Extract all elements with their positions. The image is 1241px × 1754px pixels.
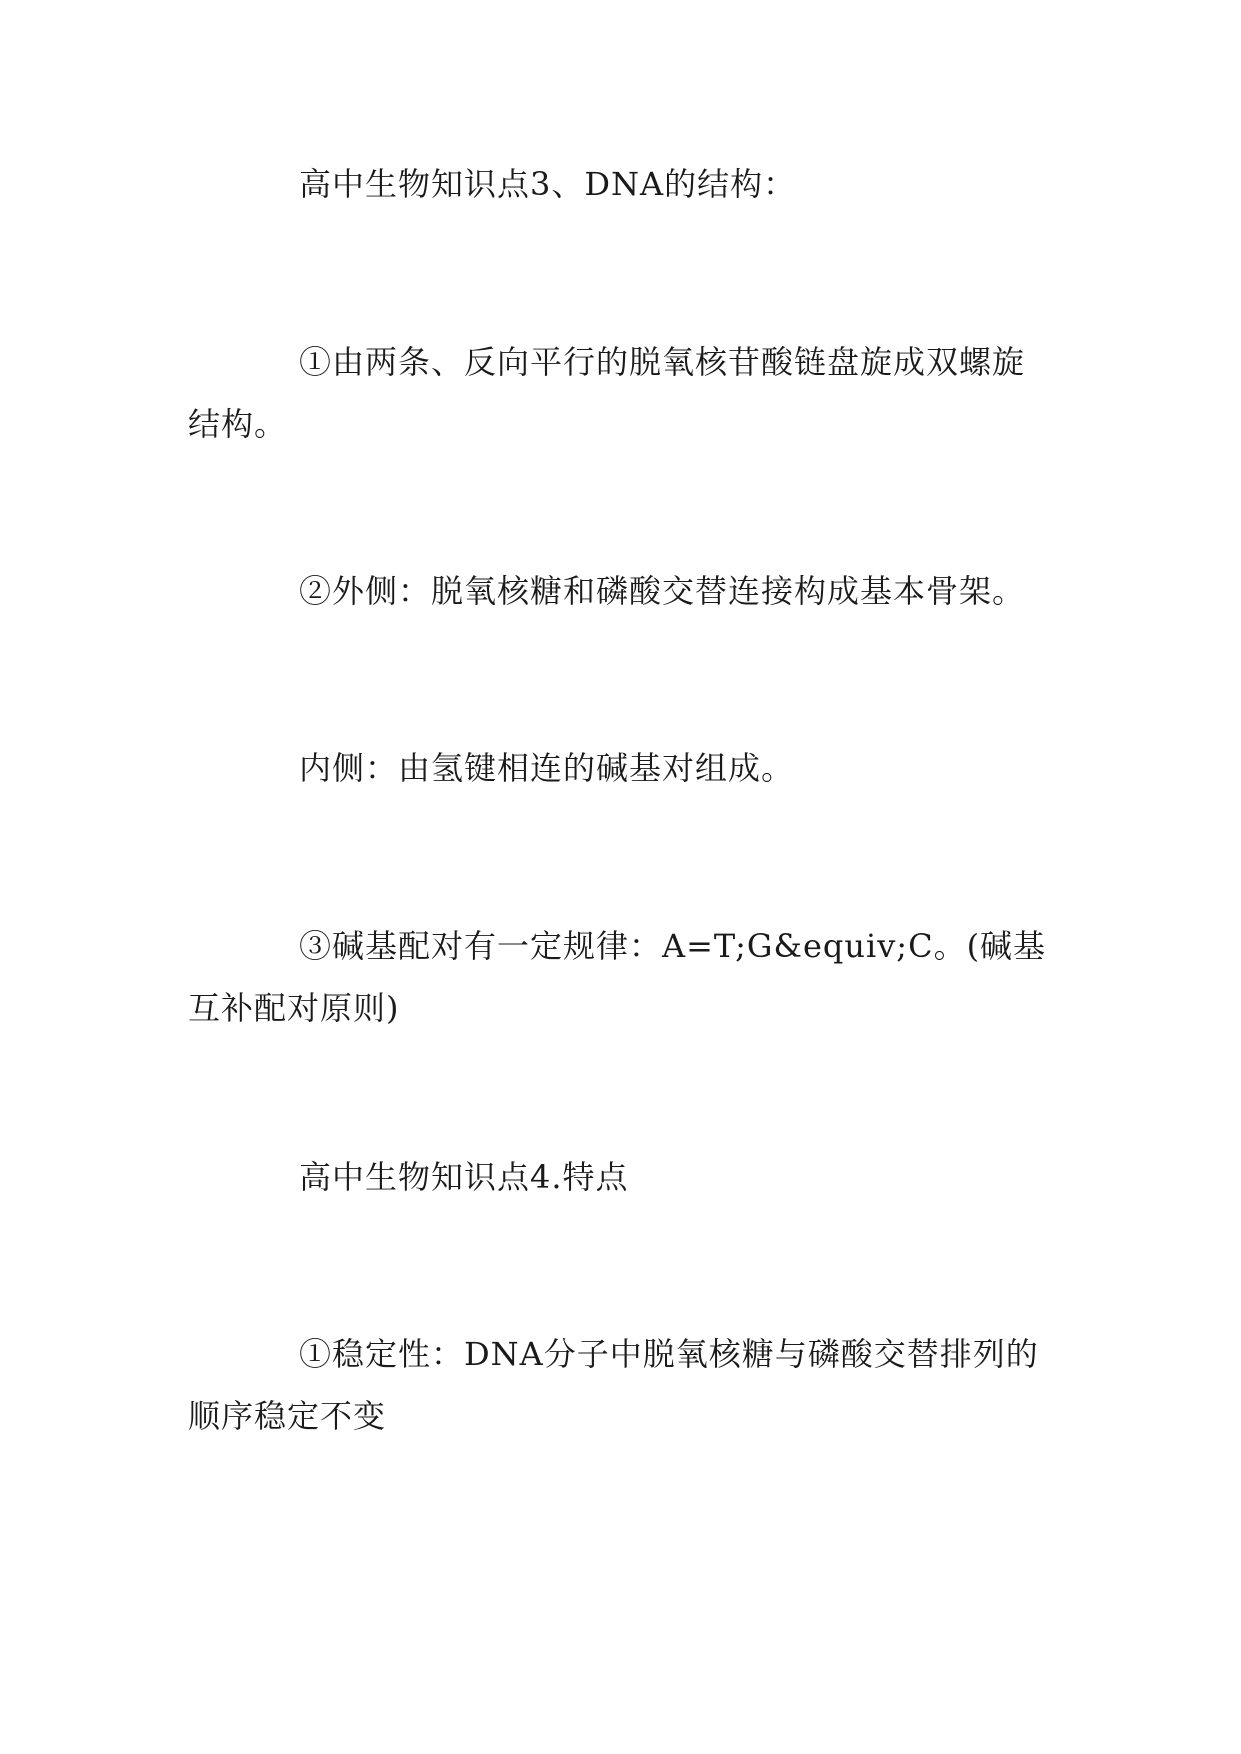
paragraph-double-helix: ①由两条、反向平行的脱氧核苷酸链盘旋成双螺旋结构。: [188, 343, 1026, 443]
paragraph-inner-side: 内侧：由氢键相连的碱基对组成。: [299, 749, 795, 787]
paragraph-outer-side: ②外侧：脱氧核糖和磷酸交替连接构成基本骨架。: [299, 572, 1026, 610]
section-heading-features: 高中生物知识点4.特点: [299, 1158, 629, 1196]
paragraph-base-pairing: ③碱基配对有一定规律：A=T;G&equiv;C。(碱基互补配对原则): [188, 927, 1047, 1027]
paragraph-stability: ①稳定性：DNA分子中脱氧核糖与磷酸交替排列的顺序稳定不变: [188, 1335, 1039, 1435]
section-heading-dna-structure: 高中生物知识点3、DNA的结构：: [299, 165, 797, 203]
